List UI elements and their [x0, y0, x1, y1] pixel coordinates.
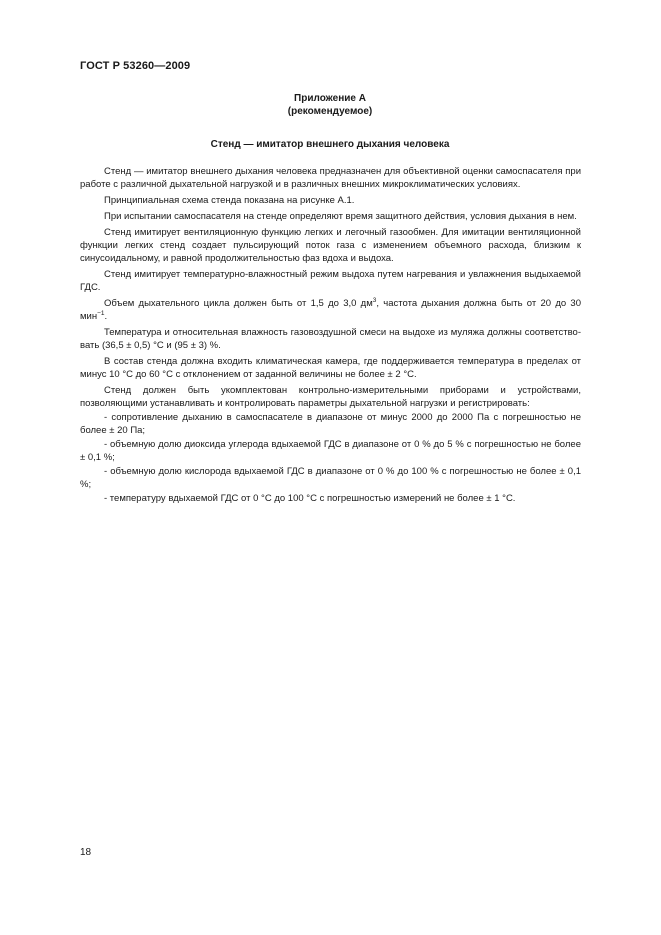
list-item: - сопротивление дыханию в самоспасателе в диапазоне от минус 2000 до 2000 Па с погрешностью не более ± 20 Па;	[80, 412, 581, 436]
paragraph: Стенд — имитатор внешнего дыхания человека предназначен для объективной оценки самоспасателя при работе с различной дыхательной нагрузкой и в различных внешних микроклиматических условиях.	[80, 166, 581, 190]
paragraph: Температура и относительная влажность газовоздушной смеси на выдохе из муляжа должны соответствовать (36,5 ± 0,5) °С и (95 ± 3) %.	[80, 327, 581, 351]
body-text	[80, 165, 581, 506]
text-segment: Объем дыхательного цикла должен быть от 1,5 до 3,0 дм	[104, 298, 373, 309]
paragraph-breathing-cycle	[80, 297, 581, 323]
list-item: - температуру вдыхаемой ГДС от 0 °С до 100 °С с погрешностью измерений не более ± 1 °С.	[104, 493, 516, 504]
paragraph: Стенд должен быть укомплектован контрольно-измерительными приборами и устройствами, позволяющими устанавливать и контролировать параметры дыхательной нагрузки и регистрировать:	[80, 385, 581, 409]
paragraph: Принципиальная схема стенда показана на рисунке А.1.	[104, 195, 355, 206]
paragraph: В состав стенда должна входить климатическая камера, где поддерживается температура в пределах от минус 10 °С до 60 °С с отклонением от заданной величины не более ± 2 °С.	[80, 356, 581, 380]
paragraph: Стенд имитирует вентиляционную функцию легких и легочный газообмен. Для имитации вентиляционной функции легких стенд создает пульсирующий поток газа с изменением объемного расхода, близким к синусоидальному, и равной продолжительностью фаз вдоха и выдоха.	[80, 227, 581, 264]
superscript: −1	[97, 310, 105, 317]
list-item: - объемную долю кислорода вдыхаемой ГДС в диапазоне от 0 % до 100 % с погрешностью не более ± 0,1 %;	[80, 466, 581, 490]
page-number: 18	[80, 847, 92, 858]
text-segment: .	[104, 311, 108, 322]
section-title: Стенд — имитатор внешнего дыхания человека	[210, 139, 450, 150]
superscript: 3	[372, 297, 377, 304]
text-segment: , частота дыхания должна быть от 20 до 30 мин	[80, 298, 581, 322]
appendix-label: Приложение А	[294, 93, 366, 104]
appendix-status: (рекомендуемое)	[287, 106, 373, 117]
paragraph: При испытании самоспасателя на стенде определяют время защитного действия, условия дыхания в нем.	[104, 211, 577, 222]
list-item: - объемную долю диоксида углерода вдыхаемой ГДС в диапазоне от 0 % до 5 % с погрешностью не более ± 0,1 %;	[80, 439, 581, 463]
document-code: ГОСТ Р 53260—2009	[80, 60, 191, 72]
paragraph: Стенд имитирует температурно-влажностный режим выдоха путем нагревания и увлажнения выдыхаемой ГДС.	[80, 269, 581, 293]
appendix-heading	[80, 92, 580, 118]
